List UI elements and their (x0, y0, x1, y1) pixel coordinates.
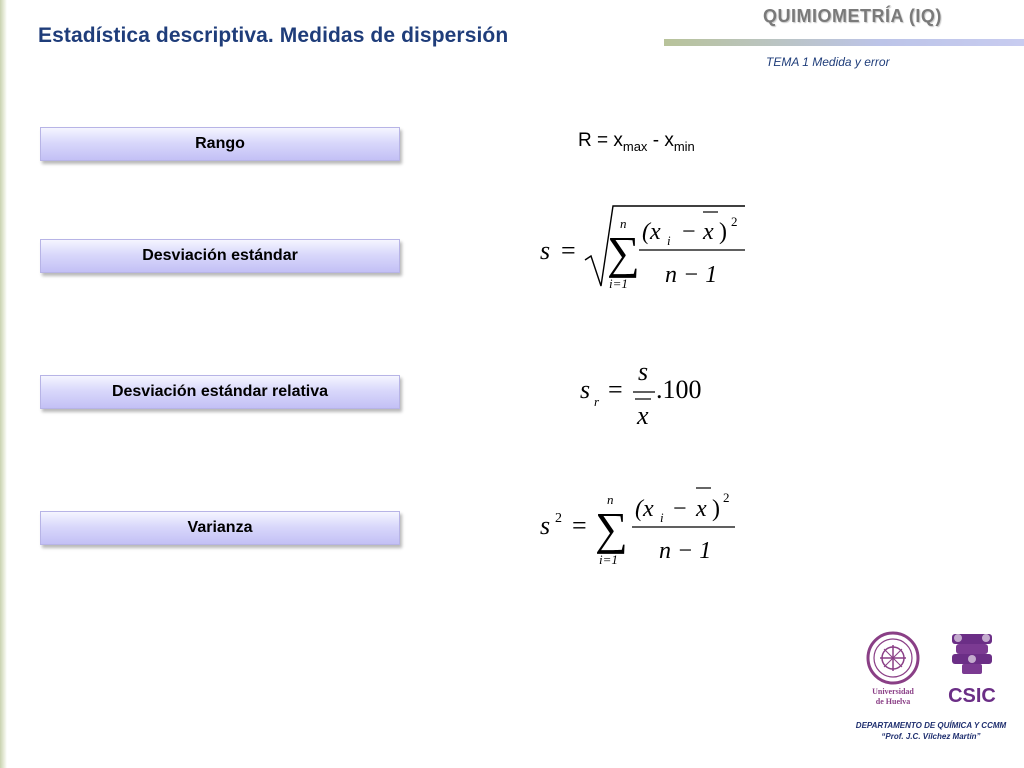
std-sigma: ∑ (607, 227, 640, 278)
std-num-mean: x (703, 219, 714, 245)
std-formula (535, 198, 750, 298)
department-name: DEPARTAMENTO DE QUÍMICA Y CCMM (855, 721, 1007, 730)
var-num-open: (x (635, 496, 654, 522)
rsd-lhs-sub: r (594, 394, 600, 409)
rsd-den: x (637, 401, 649, 430)
rsd-eq: = (608, 375, 623, 404)
university-huelva-logo (868, 633, 918, 706)
range-formula-lhs: R = x (578, 130, 623, 151)
std-sum-upper: n (620, 216, 627, 231)
rsd-num: s (638, 357, 649, 386)
range-formula-min: min (673, 138, 695, 154)
std-lhs: s (540, 236, 551, 265)
label-variance: Varianza (40, 511, 400, 545)
label-relative-standard-deviation: Desviación estándar relativa (40, 375, 400, 409)
header-divider (664, 39, 1024, 46)
std-num-exp: 2 (731, 214, 738, 229)
var-lhs: s (540, 511, 551, 540)
var-num-mean: x (696, 496, 707, 522)
range-formula-max: max (622, 138, 648, 154)
rsd-formula (578, 358, 728, 433)
var-sum-lower: i=1 (599, 552, 618, 567)
csic-text: CSIC (948, 685, 996, 707)
department-credit (838, 720, 1024, 742)
range-formula (578, 130, 695, 154)
rsd-factor: .100 (656, 375, 702, 404)
rsd-lhs: s (580, 375, 591, 404)
range-formula-mid: - x (647, 130, 674, 151)
std-sum-lower: i=1 (609, 276, 628, 291)
csic-logo (948, 634, 996, 707)
professor-name: “Prof. J.C. Vílchez Martín” (881, 732, 981, 741)
slide-title: Estadística descriptiva. Medidas de dispersión (38, 24, 509, 47)
university-name-line2: de Huelva (875, 697, 911, 706)
label-standard-deviation: Desviación estándar (40, 239, 400, 273)
university-name-line1: Universidad (872, 687, 914, 696)
std-num-open: (x (642, 219, 661, 245)
label-range: Rango (40, 127, 400, 161)
std-eq: = (561, 236, 576, 265)
var-den: n − 1 (659, 538, 712, 564)
std-num-sub: i (667, 233, 671, 248)
var-num-exp: 2 (723, 490, 730, 505)
var-sum-upper: n (607, 492, 614, 507)
std-num-close: ) (719, 219, 727, 245)
var-sigma: ∑ (595, 503, 628, 554)
var-num-sub: i (660, 510, 664, 525)
course-title: QUIMIOMETRÍA (IQ) (763, 6, 942, 26)
var-lhs-exp: 2 (555, 511, 562, 526)
institution-logos (858, 628, 1008, 708)
variance-formula (535, 480, 745, 575)
std-den: n − 1 (665, 262, 718, 288)
var-num-close: ) (712, 496, 720, 522)
left-decorative-bar (0, 0, 7, 768)
topic-subtitle: TEMA 1 Medida y error (766, 55, 890, 69)
var-num-minus: − (673, 496, 687, 522)
std-num-minus: − (682, 219, 696, 245)
var-eq: = (572, 511, 587, 540)
